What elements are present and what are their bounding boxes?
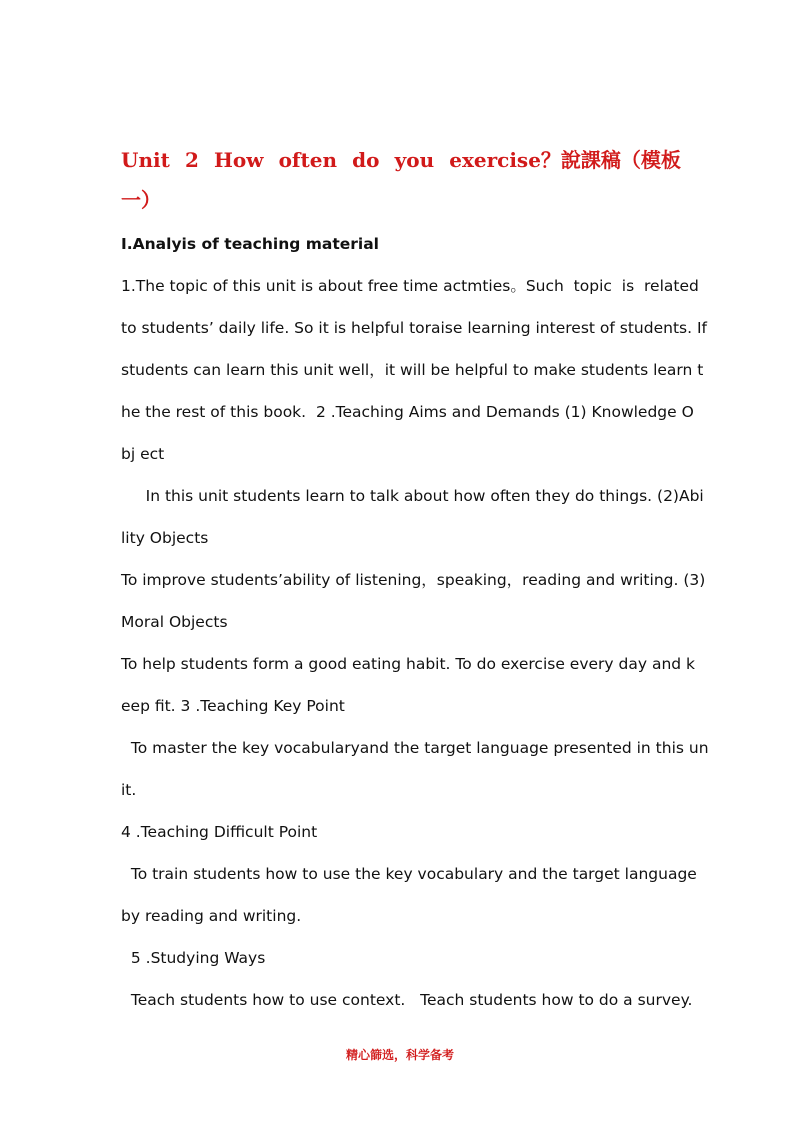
title-line-1	[121, 140, 681, 180]
body-line: To improve students’ability of listening，speaking，reading and writing. (3)	[121, 571, 706, 589]
page-footer: 精心篩选，科学备考	[345, 1048, 454, 1062]
body-line: Teach students how to use context. Teach students how to do a survey.	[121, 991, 693, 1009]
section-heading: Ⅰ.Analyis of teaching material	[121, 235, 379, 253]
document-body	[121, 223, 709, 1021]
title-word: you	[394, 148, 435, 172]
body-line: To help students form a good eating habit. To do exercise every day and k	[121, 655, 696, 673]
body-line: it.	[121, 781, 137, 799]
title-word: do	[352, 148, 380, 172]
title-word: 2	[184, 148, 199, 172]
body-line: To train students how to use the key vocabulary and the target language	[121, 865, 697, 883]
title-word: Unit	[121, 148, 170, 172]
title-word: How	[214, 148, 264, 172]
body-line: bj ect	[121, 445, 165, 463]
title-word: often	[278, 148, 338, 172]
title-word: exercise？說課稿（模板	[449, 148, 681, 172]
title-line-2: 一）	[121, 188, 161, 212]
body-line: 4 .Teaching Difficult Point	[121, 823, 318, 841]
body-line: by reading and writing.	[121, 907, 302, 925]
document-title	[121, 140, 681, 220]
body-line: to students’ daily life. So it is helpful toraise learning interest of students. If	[121, 319, 707, 337]
body-line: Moral Objects	[121, 613, 228, 631]
body-line: students can learn this unit well，it will be helpful to make students learn t	[121, 361, 704, 379]
body-line: 1.The topic of this unit is about free time actmties。Such topic is related	[121, 277, 699, 295]
body-line: he the rest of this book. 2 .Teaching Aims and Demands (1) Knowledge O	[121, 403, 694, 421]
body-line: In this unit students learn to talk about how often they do things. (2)Abi	[121, 487, 704, 505]
body-line: 5 .Studying Ways	[121, 949, 266, 967]
body-line: eep fit. 3 .Teaching Key Point	[121, 697, 345, 715]
body-line: lity Objects	[121, 529, 209, 547]
body-line: To master the key vocabularyand the target language presented in this un	[121, 739, 709, 757]
